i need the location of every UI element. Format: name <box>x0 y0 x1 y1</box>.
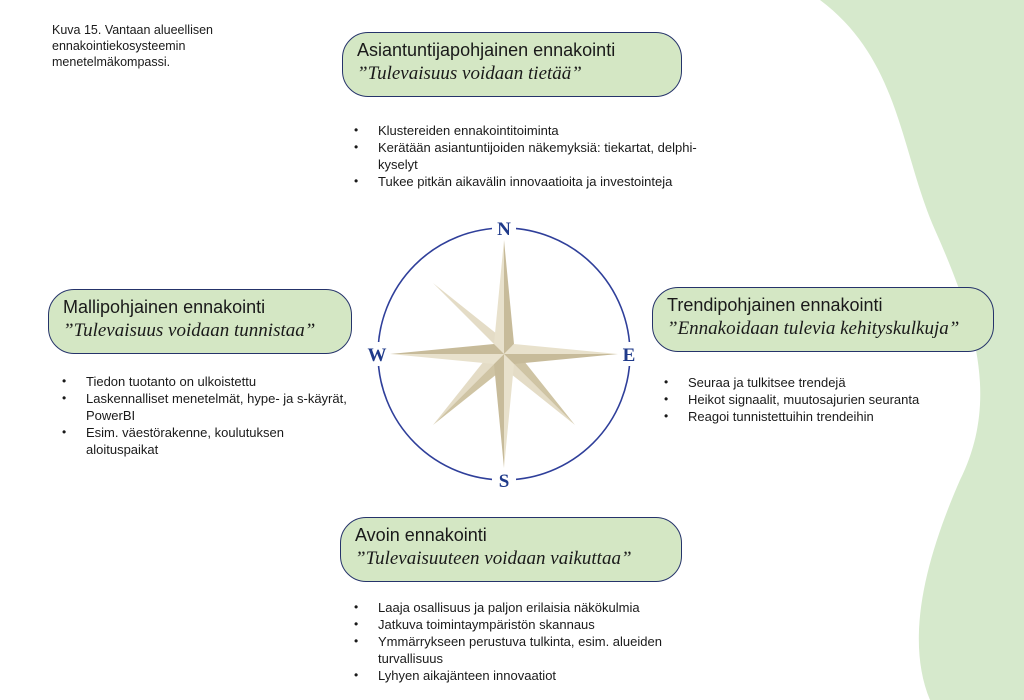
north-bullet-list <box>352 122 728 190</box>
list-item: • Seuraa ja tulkitsee trendejä <box>678 374 998 391</box>
north-method-title: Asiantuntijapohjainen ennakointi <box>357 40 616 60</box>
caption-line: ennakointiekosysteemin <box>52 39 186 53</box>
compass-star-icon <box>390 240 618 468</box>
list-item: • Reagoi tunnistettuihin trendeihin <box>678 408 998 425</box>
list-item: • Laaja osallisuus ja paljon erilaisia näkökulmia <box>368 599 718 616</box>
north-method-box <box>342 32 682 97</box>
north-method-motto: ”Tulevaisuus voidaan tietää” <box>357 63 582 84</box>
compass-east-label: E <box>622 345 636 366</box>
list-item: • Jatkuva toimintaympäristön skannaus <box>368 616 718 633</box>
west-bullet-list <box>60 373 356 458</box>
list-item: • Ymmärrykseen perustuva tulkinta, esim. alueiden turvallisuus <box>368 633 718 667</box>
compass-north-label: N <box>497 219 511 240</box>
caption-line: menetelmäkompassi. <box>52 55 171 69</box>
list-item: • Tukee pitkän aikavälin innovaatioita ja investointeja <box>368 173 728 190</box>
compass-south-label: S <box>498 471 510 492</box>
compass-west-label: W <box>367 345 387 366</box>
west-method-title: Mallipohjainen ennakointi <box>63 297 266 317</box>
figure-caption <box>52 22 252 70</box>
east-method-motto: ”Ennakoidaan tulevia kehityskulkuja” <box>667 318 960 339</box>
east-method-box <box>652 287 994 352</box>
west-method-motto: ”Tulevaisuus voidaan tunnistaa” <box>63 320 316 341</box>
south-method-motto: ”Tulevaisuuteen voidaan vaikuttaa” <box>355 548 632 569</box>
compass-rose <box>364 214 644 494</box>
east-bullet-list <box>662 374 998 425</box>
east-method-title: Trendipohjainen ennakointi <box>667 295 883 315</box>
list-item: • Lyhyen aikajänteen innovaatiot <box>368 667 718 684</box>
list-item: • Klustereiden ennakointitoiminta <box>368 122 728 139</box>
west-method-box <box>48 289 352 354</box>
south-method-box <box>340 517 682 582</box>
south-method-title: Avoin ennakointi <box>355 525 487 545</box>
caption-line: Kuva 15. Vantaan alueellisen <box>52 23 213 37</box>
list-item: • Kerätään asiantuntijoiden näkemyksiä: tiekartat, delphi-kyselyt <box>368 139 728 173</box>
list-item: • Laskennalliset menetelmät, hype- ja s-käyrät, PowerBI <box>76 390 356 424</box>
south-bullet-list <box>352 599 718 684</box>
list-item: • Esim. väestörakenne, koulutuksen aloituspaikat <box>76 424 356 458</box>
list-item: • Heikot signaalit, muutosajurien seuranta <box>678 391 998 408</box>
list-item: • Tiedon tuotanto on ulkoistettu <box>76 373 356 390</box>
